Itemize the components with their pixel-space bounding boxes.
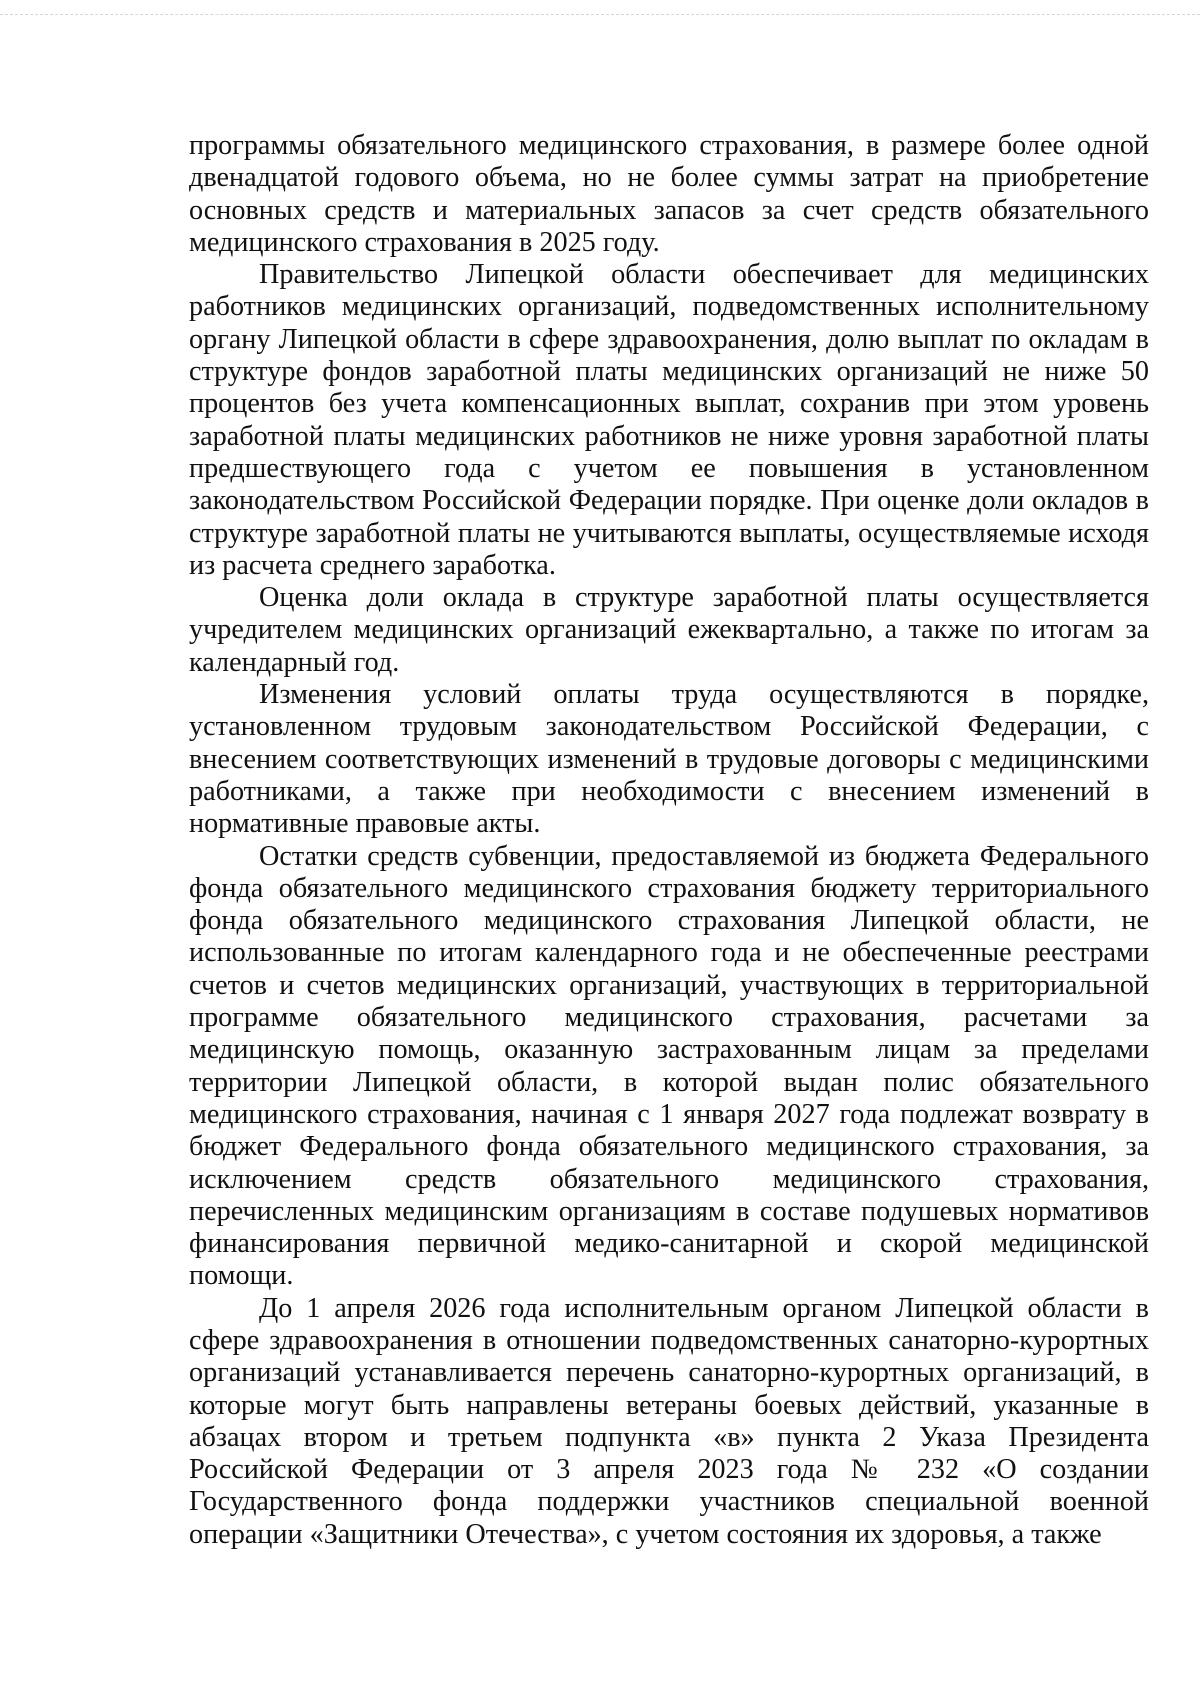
paragraph-salary-share: Правительство Липецкой области обеспечивает для медицинских работников медицинских организаций, подведомственных исполнительному органу Липецкой области в сфере здравоохранения, долю выплат по окладам в структуре фондов заработной платы медицинских организаций не ниже 50 процентов без учета компенсационных выплат, сохранив при этом уровень заработной платы медицинских работников не ниже уровня заработной платы предшествующего года с учетом ее повышения в установленном законодательством Российской Федерации порядке. При оценке доли окладов в структуре заработной платы не учитываются выплаты, осуществляемые исходя из расчета среднего заработка. (189, 259, 1149, 581)
paragraph-pay-conditions: Изменения условий оплаты труда осуществляются в порядке, установленном трудовым законодательством Российской Федерации, с внесением соответствующих изменений в трудовые договоры с медицинскими работниками, а также при необходимости с внесением изменений в нормативные правовые акты. (189, 679, 1149, 840)
paragraph-salary-assessment: Оценка доли оклада в структуре заработной платы осуществляется учредителем медицинских организаций ежеквартально, а также по итогам за календарный год. (189, 582, 1149, 678)
paragraph-sanatorium-list: До 1 апреля 2026 года исполнительным органом Липецкой области в сфере здравоохранения в отношении подведомственных санаторно-курортных организаций устанавливается перечень санаторно-курортных организаций, в которые могут быть направлены ветераны боевых действий, указанные в абзацах втором и третьем подпункта «в» пункта 2 Указа Президента Российской Федерации от 3 апреля 2023 года № 232 «О создании Государственного фонда поддержки участников специальной военной операции «Защитники Отечества», с учетом состояния их здоровья, а также (189, 1292, 1149, 1550)
paragraph-subvention-remainder: Остатки средств субвенции, предоставляемой из бюджета Федерального фонда обязательного медицинского страхования бюджету территориального фонда обязательного медицинского страхования Липецкой области, не использованные по итогам календарного года и не обеспеченные реестрами счетов и счетов медицинских организаций, участвующих в территориальной программе обязательного медицинского страхования, расчетами за медицинскую помощь, оказанную застрахованным лицам за пределами территории Липецкой области, в которой выдан полис обязательного медицинского страхования, начиная с 1 января 2027 года подлежат возврату в бюджет Федерального фонда обязательного медицинского страхования, за исключением средств обязательного медицинского страхования, перечисленных медицинским организациям в составе подушевых нормативов финансирования первичной медико-санитарной и скорой медицинской помощи. (189, 840, 1149, 1292)
document-body (189, 130, 1149, 1551)
scan-top-edge (0, 14, 1200, 15)
paragraph-continuation: программы обязательного медицинского страхования, в размере более одной двенадцатой годового объема, но не более суммы затрат на приобретение основных средств и материальных запасов за счет средств обязательного медицинского страхования в 2025 году. (189, 130, 1149, 258)
